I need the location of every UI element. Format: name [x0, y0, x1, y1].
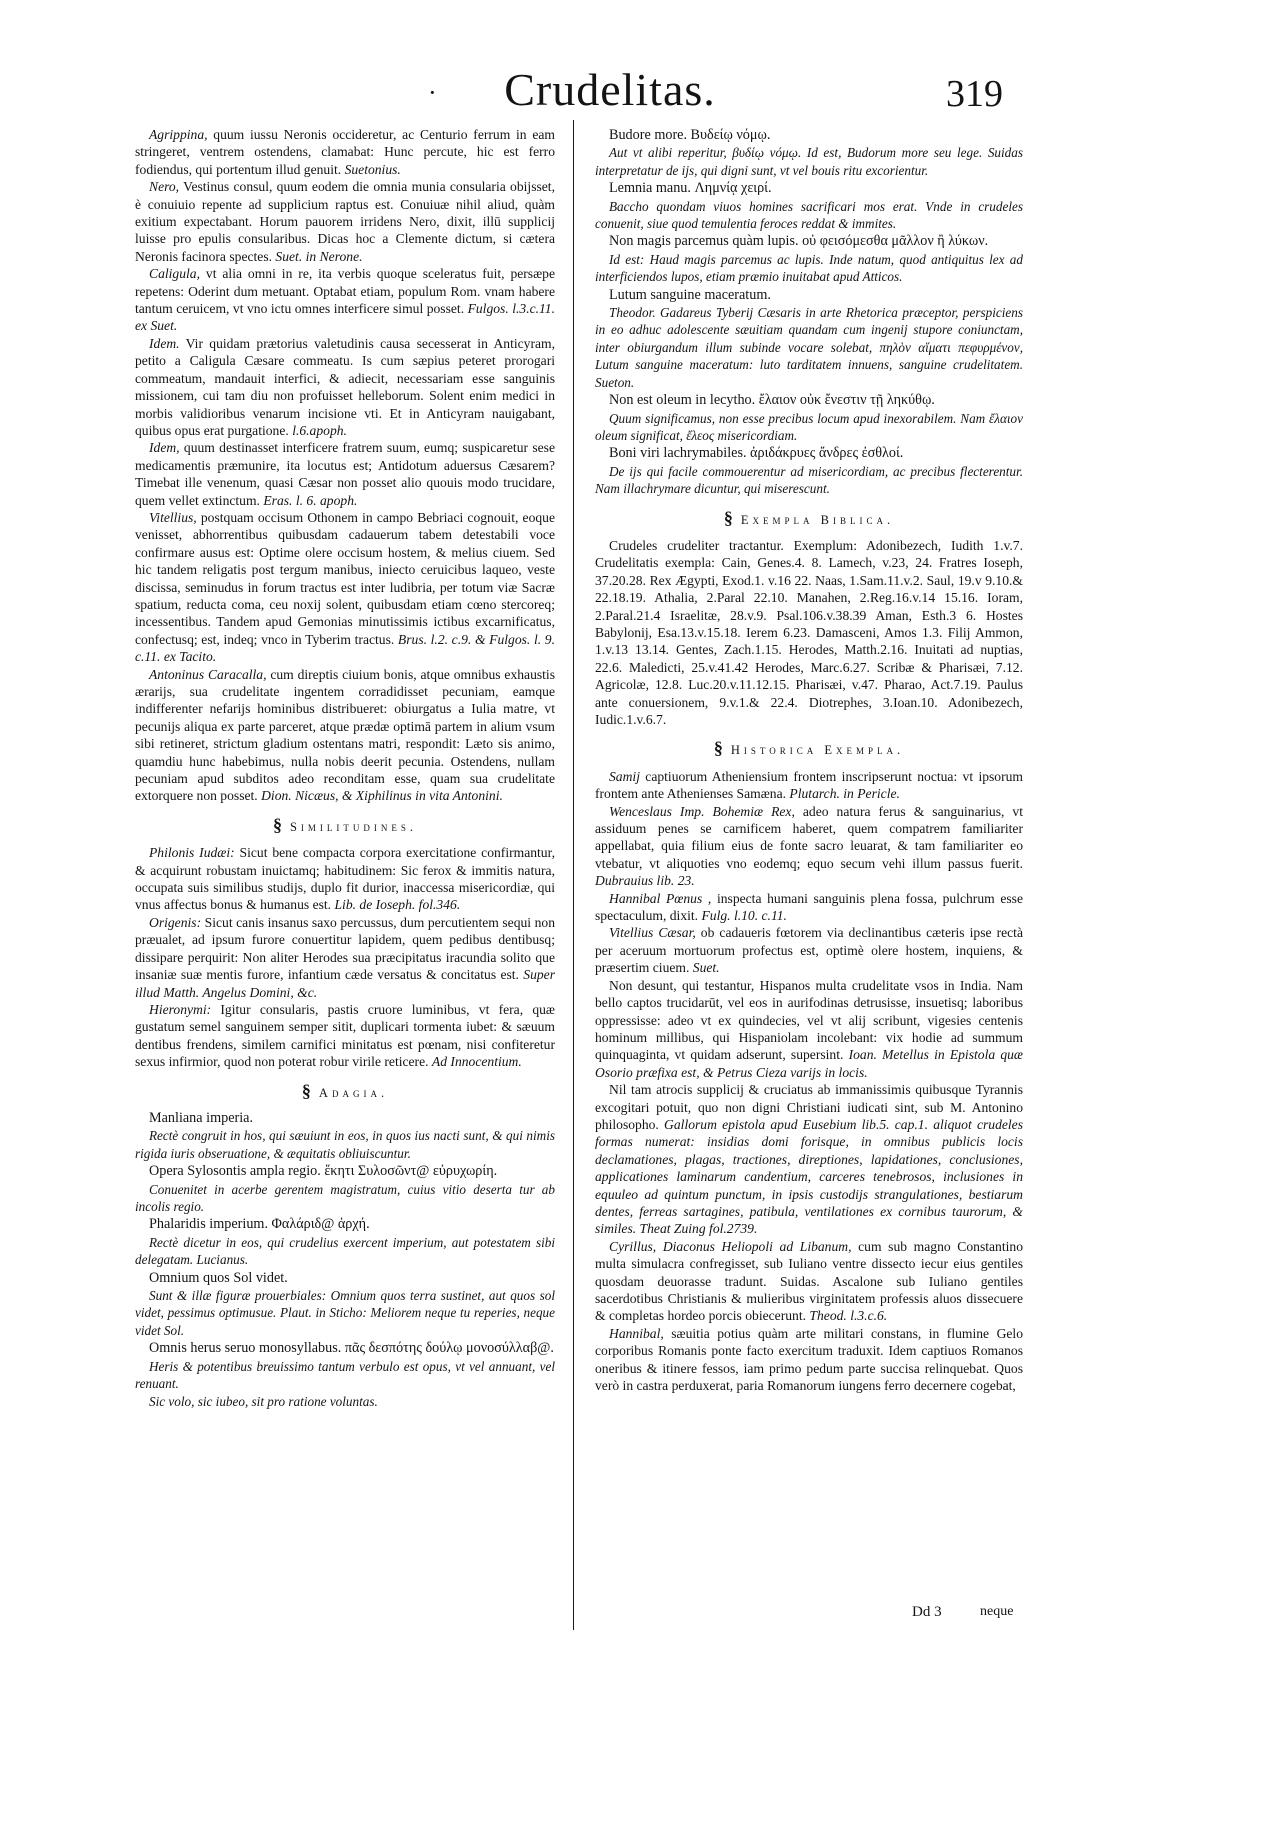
adage-gloss: Sic volo, sic iubeo, sit pro ratione voluntas.: [149, 1394, 378, 1410]
paragraph: Vitellius Cæsar, ob cadaueris fœtorem via declinantibus cæteris ipse rectà per aceruum mortuorum profectus est, optimè olere hostem, inquiens, & præsertim ciuem. Suet.: [595, 925, 1023, 976]
adage: Lemnia manu. Λημνίᾳ χειρί.: [609, 180, 772, 197]
paragraph: Philonis Iudæi: Sicut bene compacta corpora exercitatione confirmantur, & acquirunt robustam inuictamq; habitudinem: Sic ferox & immitis natura, occupata suis similibus studijs, duplo fit durior, inaccessa misericordiæ, qui vnus affectus bonus & humanus est. Lib. de Ioseph. fol.346.: [135, 845, 555, 913]
adage: Manliana imperia.: [149, 1109, 254, 1126]
paragraph: Idem, quum destinasset interficere fratrem suum, eumq; suspicaretur sese medicamentis præmunire, ita locutus est; Antidotum aduersus Cæsarem? Timebat ille venenum, quasi Cæsar non posset alio quouis modo trucidare, quem vellet extinctum. Eras. l. 6. apoph.: [135, 440, 555, 508]
adage: Phalaridis imperium. Φαλάριδ@ ἀρχή.: [149, 1216, 370, 1233]
paragraph: Antoninus Caracalla, cum direptis ciuium bonis, atque omnibus exhaustis ærarijs, sua crudelitate ingentem corradidisset pecuniam, eamque indifferenter nefarijs hominibus distribueret: obiurgatus a Iulia matre, vt pecunijs aliqua ex parte parceret, atque prædæ optimā partem in alium vsum sibi retineret, strictum gladium ostentans matri, respondit: Læto sis animo, quamdiu hunc habebimus, nulla nobis deerit pecunia. Ostendens, nullam pecuniam apud subditos adeo reconditam esse, quam sua crudelitate extorquere non posset. Dion. Nicæus, & Xiphilinus in vita Antonini.: [135, 666, 555, 804]
section-heading-exempla-biblica: § Exempla Biblica.: [723, 507, 895, 528]
exempla-paragraphs: [135, 126, 555, 805]
paragraph: Origenis: Sicut canis insanus saxo percussus, dum percutientem sequi non præualet, ad ipsum furore conuertitur lapidem, quem pedibus dentibusq; dissipare perquirit: Non aliter Herodes sua præcipitatus iracundia solito que insaniæ suæ mentis furore, infantium cæde versatus & concitatus est. Super illud Matth. Angelus Domini, &c.: [135, 914, 555, 1000]
adage-gloss: Sunt & illæ figuræ prouerbiales: Omnium quos terra sustinet, aut quos sol videt, pessimus optimusue. Plaut. in Sticho: Meliorem neque tu reperies, neque videt Sol.: [135, 1288, 555, 1338]
adage: Boni viri lachrymabiles. ἀριδάκρυες ἄνδρες ἐσθλοί.: [609, 445, 904, 462]
section-heading-adagia: § Adagia.: [301, 1080, 389, 1101]
catchword: neque: [980, 1604, 1014, 1619]
paragraph: Caligula, vt alia omni in re, ita verbis quoque sceleratus fuit, persæpe repetens: Oderint dum metuant. Optabat etiam, populum Rom. vnam habere tantum ceruicem, vt vno ictu omnes interficere simul posset. Fulgos. l.3.c.11. ex Suet.: [135, 266, 556, 334]
historica-paragraphs: [595, 768, 1023, 1395]
adage-gloss: Quum significamus, non esse precibus locum apud inexorabilem. Nam ἔλαιον oleum significat, ἔλεος misericordiam.: [595, 410, 1023, 443]
adage-gloss: Theodor. Gadareus Tyberij Cæsaris in arte Rhetorica præceptor, perspiciens in eo adhuc adolescente sæuitiam quandam cum ingenij stupore coniunctam, inter obiurgandum illum subinde vocare solebat, πηλὸν αἵματι πεφυρμένον, Lutum sanguine maceratum: luto tarditatem innuens, sanguine crudelitatem. Sueton.: [595, 305, 1023, 390]
paragraph: Nero, Vestinus consul, quum eodem die omnia munia consularia obijsset, è conuiuio repente ad supplicium raptus est. Conuiuæ nihil aliud, quàm exitium expectabant. Horum pauorem irridens Nero, dixit, illū supplicij luisse pro epulis consularibus. Dicas hoc a Clemente dictum, si cætera Neronis facinora spectes. Suet. in Nerone.: [135, 179, 555, 264]
pilcrow-icon: §: [713, 738, 723, 759]
paragraph: Nil tam atrocis supplicij & cruciatus ab immanissimis quibusque Tyrannis excogitari potuit, quo non digni Christiani iudicati sint, sub M. Antonino philosopho. Gallorum epistola apud Eusebium lib.5. cap.1. aliquot crudeles formas numerat: insidias domi forisque, in omnibus publicis locis declamationes, plagas, tractiones, direptiones, lapidationes, conclusiones, applicationes laminarum candentium, carceres tenebrosos, inclusiones in equuleo ad quintum punctum, in ipsis custodijs strangulationes, bestiarum dentes, ferreas sartagines, patibula, ventilationes ex cornibus taurorum, & similes. Theat Zuing fol.2739.: [595, 1082, 1023, 1237]
signature-mark: Dd 3: [912, 1604, 942, 1620]
adage: Non est oleum in lecytho. ἔλαιον οὐκ ἔνεστιν τῇ ληκύθῳ.: [609, 392, 935, 409]
paragraph: Wenceslaus Imp. Bohemiæ Rex, adeo natura ferus & sanguinarius, vt assiduum penes se carnificem haberet, quem compatrem familiariter appellabat, quia filium eius de fonte sacro leuarat, & tam familiariter eo vtebatur, vt aliquoties vno eodemq; equo secum vehi illum passus fuerit. Dubrauius lib. 23.: [595, 803, 1023, 889]
adage: Non magis parcemus quàm lupis. οὐ φεισόμεσθα μᾶλλον ἢ λύκων.: [609, 233, 989, 250]
adage-gloss: Heris & potentibus breuissimo tantum verbulo est opus, vt vel annuant, vel renuant.: [135, 1358, 555, 1392]
section-heading-similitudines: § Similitudines.: [272, 814, 418, 835]
adage-gloss: Aut vt alibi reperitur, βυδίῳ νόμῳ. Id est, Budorum more seu lege. Suidas interpretatur de ijs, qui digni sunt, vt vel bouis ritu excorientur.: [595, 145, 1023, 178]
paragraph: Non desunt, qui testantur, Hispanos multa crudelitate vsos in India. Nam bello captos trucidarūt, vel eos in aurifodinas detrusisse, insuetisq; laboribus oppressisse: adeo vt ex quindecies, vel vt alij scribunt, vigesies centenis hominum millibus, qui Hispaniolam incolebant: vix hodie ad summum quinquaginta, vt quidam adserunt, supersint. Ioan. Metellus in Epistola quæ Osorio præfixa est, & Petrus Cieza varijs in locis.: [595, 977, 1023, 1080]
adage: Omnis herus seruo monosyllabus. πᾶς δεσπότης δούλῳ μονοσύλλαβ@.: [149, 1340, 554, 1357]
paragraph: Vitellius, postquam occisum Othonem in campo Bebriaci cognouit, eoque venisset, abhorrentibus quibusdam cadauerum tabem detestabili voce confirmare ausus est: Optime olere occisum hostem, & melius ciuem. Sed hic tandem religatis post tergum manibus, iniecto ceruicibus laqueo, veste discissa, seminudus in forum tractus est inter ludibria, per totum viæ Sacræ spatium, reducta coma, ceu noxij solent, quibusdam etiam cœno stercoreq; incessentibus. Tandem apud Gemonias minutissimis ictibus excarnificatus, confectusq; est, indeq; vnco in Tyberim tractus. Brus. l.2. c.9. & Fulgos. l. 9. c.11. ex Tacito.: [135, 509, 555, 665]
adage: Lutum sanguine maceratum.: [609, 286, 771, 303]
paragraph: Idem. Vir quidam prætorius valetudinis causa secesserat in Anticyram, petito a Caligula Cæsare commeatu. Is cum sæpius peteret prorogari commeatum, mandauit interfici, & adiecit, necessariam esse sanguinis missionem, cui tam diu non profuisset helleborum. Solent enim medici in morbis validioribus venarum incisione vti. Et in Anticyram nauigabant, quibus opus erat purgatione. l.6.apoph.: [135, 335, 555, 438]
running-title: Crudelitas.: [504, 64, 716, 115]
pilcrow-icon: §: [723, 507, 733, 528]
paragraph: Hannibal, sæuitia potius quàm arte militari constans, in flumine Gelo corporibus Romanis ponte facto exercitum traduxit. Idem captiuos Romanos oneribus & itinere fessos, iam primo pedum parte succisa relinquebat. Quos verò in castra perduxerat, paria Romanorum iungens ferro decernere cogebat,: [595, 1325, 1023, 1394]
section-heading-historica-exempla: § Historica Exempla.: [713, 738, 905, 759]
adage: Budore more. Βυδείῳ νόμῳ.: [609, 127, 771, 143]
adage-gloss: Id est: Haud magis parcemus ac lupis. Inde natum, quod antiquitus lex ad interficiendos lupos, etiam præmio inuitabat apud Atticos.: [595, 251, 1023, 285]
paragraph: Cyrillus, Diaconus Heliopoli ad Libanum, cum sub magno Constantino multa simulacra confregisset, sub Iuliano ventre dissecto iecur eius gentiles quosdam deuorasse tradunt. Suidas. Ascalone sub Iuliano gentiles sacerdotibus Christianis & mulieribus virginitatem professis aluos dissecuere & completas hordeo porcis obiecerunt. Theod. l.3.c.6.: [595, 1238, 1023, 1324]
column-divider: [573, 120, 574, 1630]
right-column: [595, 126, 1023, 1394]
adage-gloss: De ijs qui facile commouerentur ad misericordiam, ac precibus flecterentur. Nam illachrymare dicuntur, qui miserescunt.: [595, 463, 1023, 497]
paragraph: Hieronymi: Igitur consularis, pastis cruore luminibus, vt fera, quæ gustatum semel sanguinem semper sitit, duplicari tormenta iubet: & sæuum dentibus frendens, similem carnifici minitatus est pœnam, nisi confiteretur sexus infirmior, quod non poterat robur virile reticere. Ad Innocentium.: [135, 1001, 555, 1070]
pilcrow-icon: §: [301, 1080, 311, 1101]
adage-gloss: Conuenitet in acerbe gerentem magistratum, cuius vitio deserta tur ab incolis regio.: [135, 1181, 555, 1214]
similitudines-paragraphs: [135, 844, 555, 1070]
adage-gloss: Rectè congruit in hos, qui sæuiunt in eos, in quos ius nacti sunt, & qui nimis rigida iuris obseruatione, & æquitatis obliuiscuntur.: [135, 1128, 555, 1161]
adagia-list: [135, 1110, 555, 1411]
biblica-paragraph: Crudeles crudeliter tractantur. Exemplum: Adonibezech, Iudith 1.v.7. Crudelitatis exempla: Cain, Genes.4. 8. Lamech, v.23, 24. Fratres Ioseph, 37.20.28. Rex Ægypti, Exod.1. v.16 22. Naas, 1.Sam.11.v.2. Saul, 19.v 9.10.& 22.18.19. Athalia, 2.Paral 22.10. Manahen, 2.Reg.16.v.14 15.16. Ioram, 2.Paral.21.4 Israelitæ, 28.v.9. Psal.106.v.38.39 Aman, Esth.3 6. Hostes Babylonij, Esa.13.v.15.18. Ierem 6.23. Damasceni, Amos 1.3. Filij Ammon, 1.v.13 13.14. Gentes, Zach.1.15. Herodes, Matth.2.16. Inuitati ad nuptias, 22.6. Maledicti, 25.v.41.42 Herodes, Marc.6.27. Scribæ & Pharisæi, 7.12. Agricolæ, 12.8. Luc.20.v.11.12.15. Pharisæi, v.47. Pharao, Act.7.19. Paulus ante conuersionem, 9.v.1.& 22.4. Diotrephes, 3.Ioan.10. Adonibezech, Iudic.1.v.6.7.: [595, 537, 1023, 727]
header-ornament: ·: [428, 78, 437, 107]
adage: Opera Sylosontis ampla regio. ἕκητι Συλοσῶντ@ εὐρυχωρίη.: [149, 1163, 498, 1180]
adage-gloss: Rectè dicetur in eos, qui crudelius exercent imperium, aut potestatem sibi delegatam. Lucianus.: [135, 1234, 555, 1268]
adage: Omnium quos Sol videt.: [149, 1269, 288, 1286]
pilcrow-icon: §: [272, 814, 282, 835]
paragraph: Agrippina, quum iussu Neronis occideretur, ac Centurio ferrum in eam stringeret, ventrem ostendens, clamabat: Hunc percute, hic est ferro fodiendus, qui portentum illud genuit. Suetonius.: [135, 127, 555, 177]
adage-gloss: Baccho quondam viuos homines sacrificari mos erat. Vnde in crudeles conuenit, siue quod temulentia feroces reddat & immites.: [595, 198, 1023, 232]
adagia-continued: [595, 127, 1023, 498]
paragraph: Hannibal Pœnus , inspecta humani sanguinis plena fossa, pulchrum esse spectaculum, dixit. Fulg. l.10. c.11.: [595, 890, 1023, 924]
left-column: [135, 126, 555, 1412]
paragraph: Samij captiuorum Atheniensium frontem inscripserunt noctua: vt ipsorum frontem ante Athenienses Samæna. Plutarch. in Pericle.: [595, 768, 1023, 802]
page-number: 319: [946, 73, 1003, 115]
